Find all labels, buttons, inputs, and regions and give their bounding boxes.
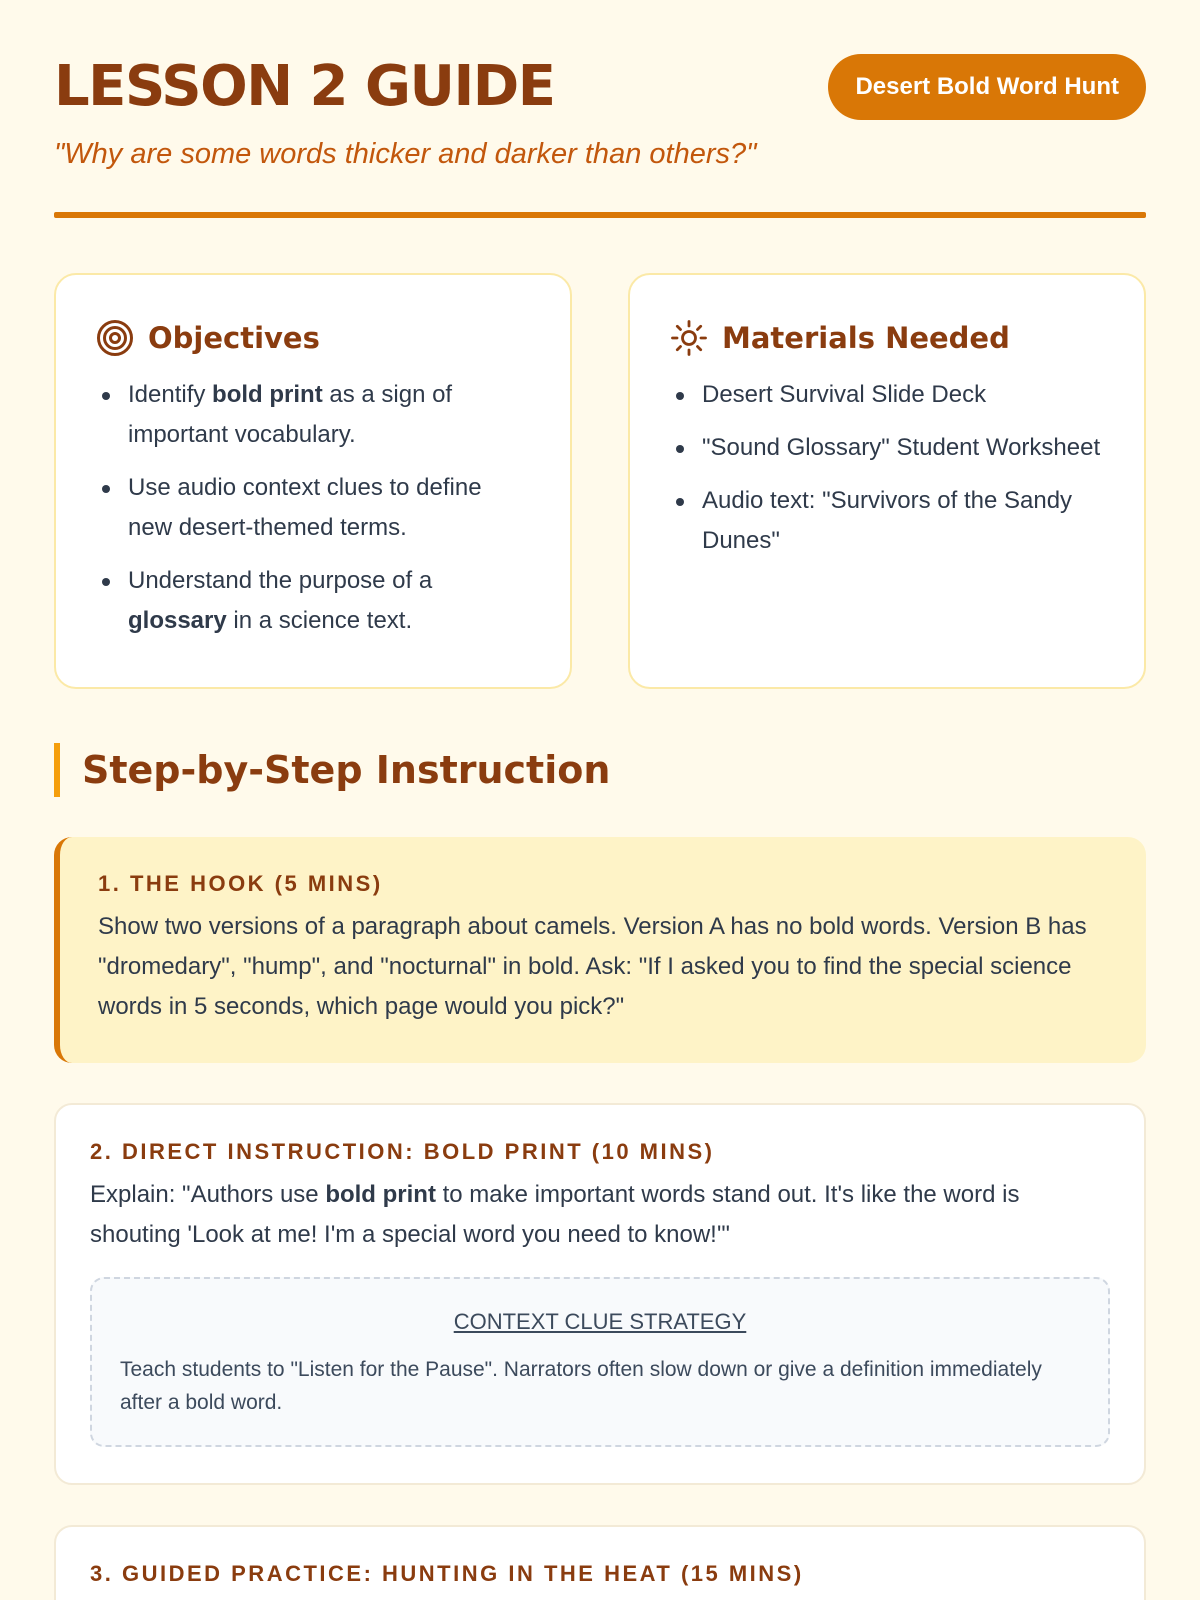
- objectives-list: [96, 375, 530, 641]
- objectives-card: [54, 273, 572, 689]
- objectives-header: [96, 311, 530, 365]
- strategy-text: Teach students to "Listen for the Pause". Narrators often slow down or give a definition immediately after a bold word.: [120, 1358, 1042, 1414]
- objective-item: Identify bold print as a sign of important vocabulary.: [96, 375, 530, 455]
- step-text: Show two versions of a paragraph about camels. Version A has no bold words. Version B has "dromedary", "hump", and "nocturnal" in bold. Ask: "If I asked you to find the special science words in 5 seconds, which page would you pick?": [98, 913, 1087, 1020]
- materials-title: Materials Needed: [722, 321, 1010, 355]
- step-hook: [54, 837, 1146, 1063]
- material-item: Audio text: "Survivors of the Sandy Dunes": [670, 481, 1104, 561]
- target-icon: [96, 319, 134, 357]
- material-item: "Sound Glossary" Student Worksheet: [670, 428, 1104, 468]
- objective-item: Understand the purpose of a glossary in a science text.: [96, 561, 530, 641]
- step-label: 3. GUIDED PRACTICE: HUNTING IN THE HEAT (15 MINS): [90, 1561, 804, 1586]
- step-text: Explain: "Authors use bold print to make important words stand out. It's like the word is shouting 'Look at me! I'm a special word you need to know!'": [90, 1181, 1020, 1248]
- step-label: 2. DIRECT INSTRUCTION: BOLD PRINT (10 MINS): [90, 1139, 715, 1164]
- objective-item: Use audio context clues to define new desert-themed terms.: [96, 468, 530, 548]
- step-direct-instruction: [54, 1103, 1146, 1485]
- sun-icon: [670, 319, 708, 357]
- materials-header: [670, 311, 1104, 365]
- objectives-title: Objectives: [148, 321, 320, 355]
- header-divider: [54, 212, 1146, 218]
- step-label: 1. THE HOOK (5 MINS): [98, 871, 383, 896]
- context-clue-strategy-box: [90, 1277, 1110, 1447]
- section-title: Step-by-Step Instruction: [54, 743, 1146, 797]
- header: [54, 0, 1146, 120]
- strategy-title: CONTEXT CLUE STRATEGY: [453, 1309, 747, 1334]
- lesson-badge: Desert Bold Word Hunt: [828, 54, 1146, 120]
- overview-cards: [54, 273, 1146, 689]
- material-item: Desert Survival Slide Deck: [670, 375, 1104, 415]
- page-subtitle: "Why are some words thicker and darker than others?": [54, 138, 757, 170]
- step-guided-practice: [54, 1525, 1146, 1600]
- materials-card: [628, 273, 1146, 689]
- materials-list: [670, 375, 1104, 561]
- page-title: LESSON 2 GUIDE: [54, 54, 555, 119]
